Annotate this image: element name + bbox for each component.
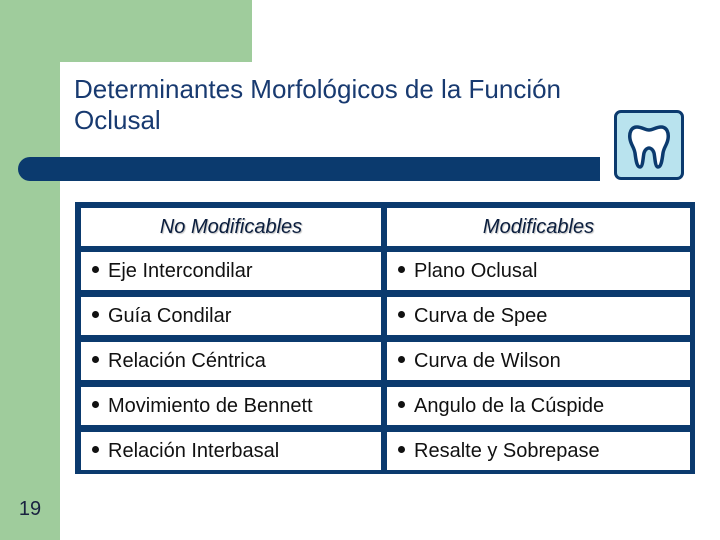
bullet-icon: [92, 446, 99, 453]
bullet-icon: [398, 401, 405, 408]
bullet-icon: [92, 356, 99, 363]
top-accent-block: [0, 0, 252, 62]
bullet-icon: [398, 356, 405, 363]
table-cell: Eje Intercondilar: [81, 252, 381, 290]
table-cell: Plano Oclusal: [387, 252, 690, 290]
bullet-icon: [92, 266, 99, 273]
tooth-icon: [614, 110, 684, 180]
left-accent-strip: [0, 0, 60, 540]
header-modificables: Modificables: [387, 208, 690, 246]
table-cell: Relación Céntrica: [81, 342, 381, 380]
slide-number: 19: [18, 498, 42, 520]
bullet-icon: [398, 311, 405, 318]
determinants-table: [75, 202, 695, 474]
bullet-icon: [398, 446, 405, 453]
table-cell: Resalte y Sobrepase: [387, 432, 690, 470]
bullet-icon: [92, 401, 99, 408]
bullet-icon: [92, 311, 99, 318]
table-cell: Curva de Wilson: [387, 342, 690, 380]
header-no-modificables: No Modificables: [81, 208, 381, 246]
table-cell: Movimiento de Bennett: [81, 387, 381, 425]
title-underline-bar: [18, 157, 600, 181]
bullet-icon: [398, 266, 405, 273]
table-cell: Curva de Spee: [387, 297, 690, 335]
slide-title: Determinantes Morfológicos de la Función Oclusal: [74, 74, 562, 135]
table-cell: Guía Condilar: [81, 297, 381, 335]
table-cell: Relación Interbasal: [81, 432, 381, 470]
table-cell: Angulo de la Cúspide: [387, 387, 690, 425]
